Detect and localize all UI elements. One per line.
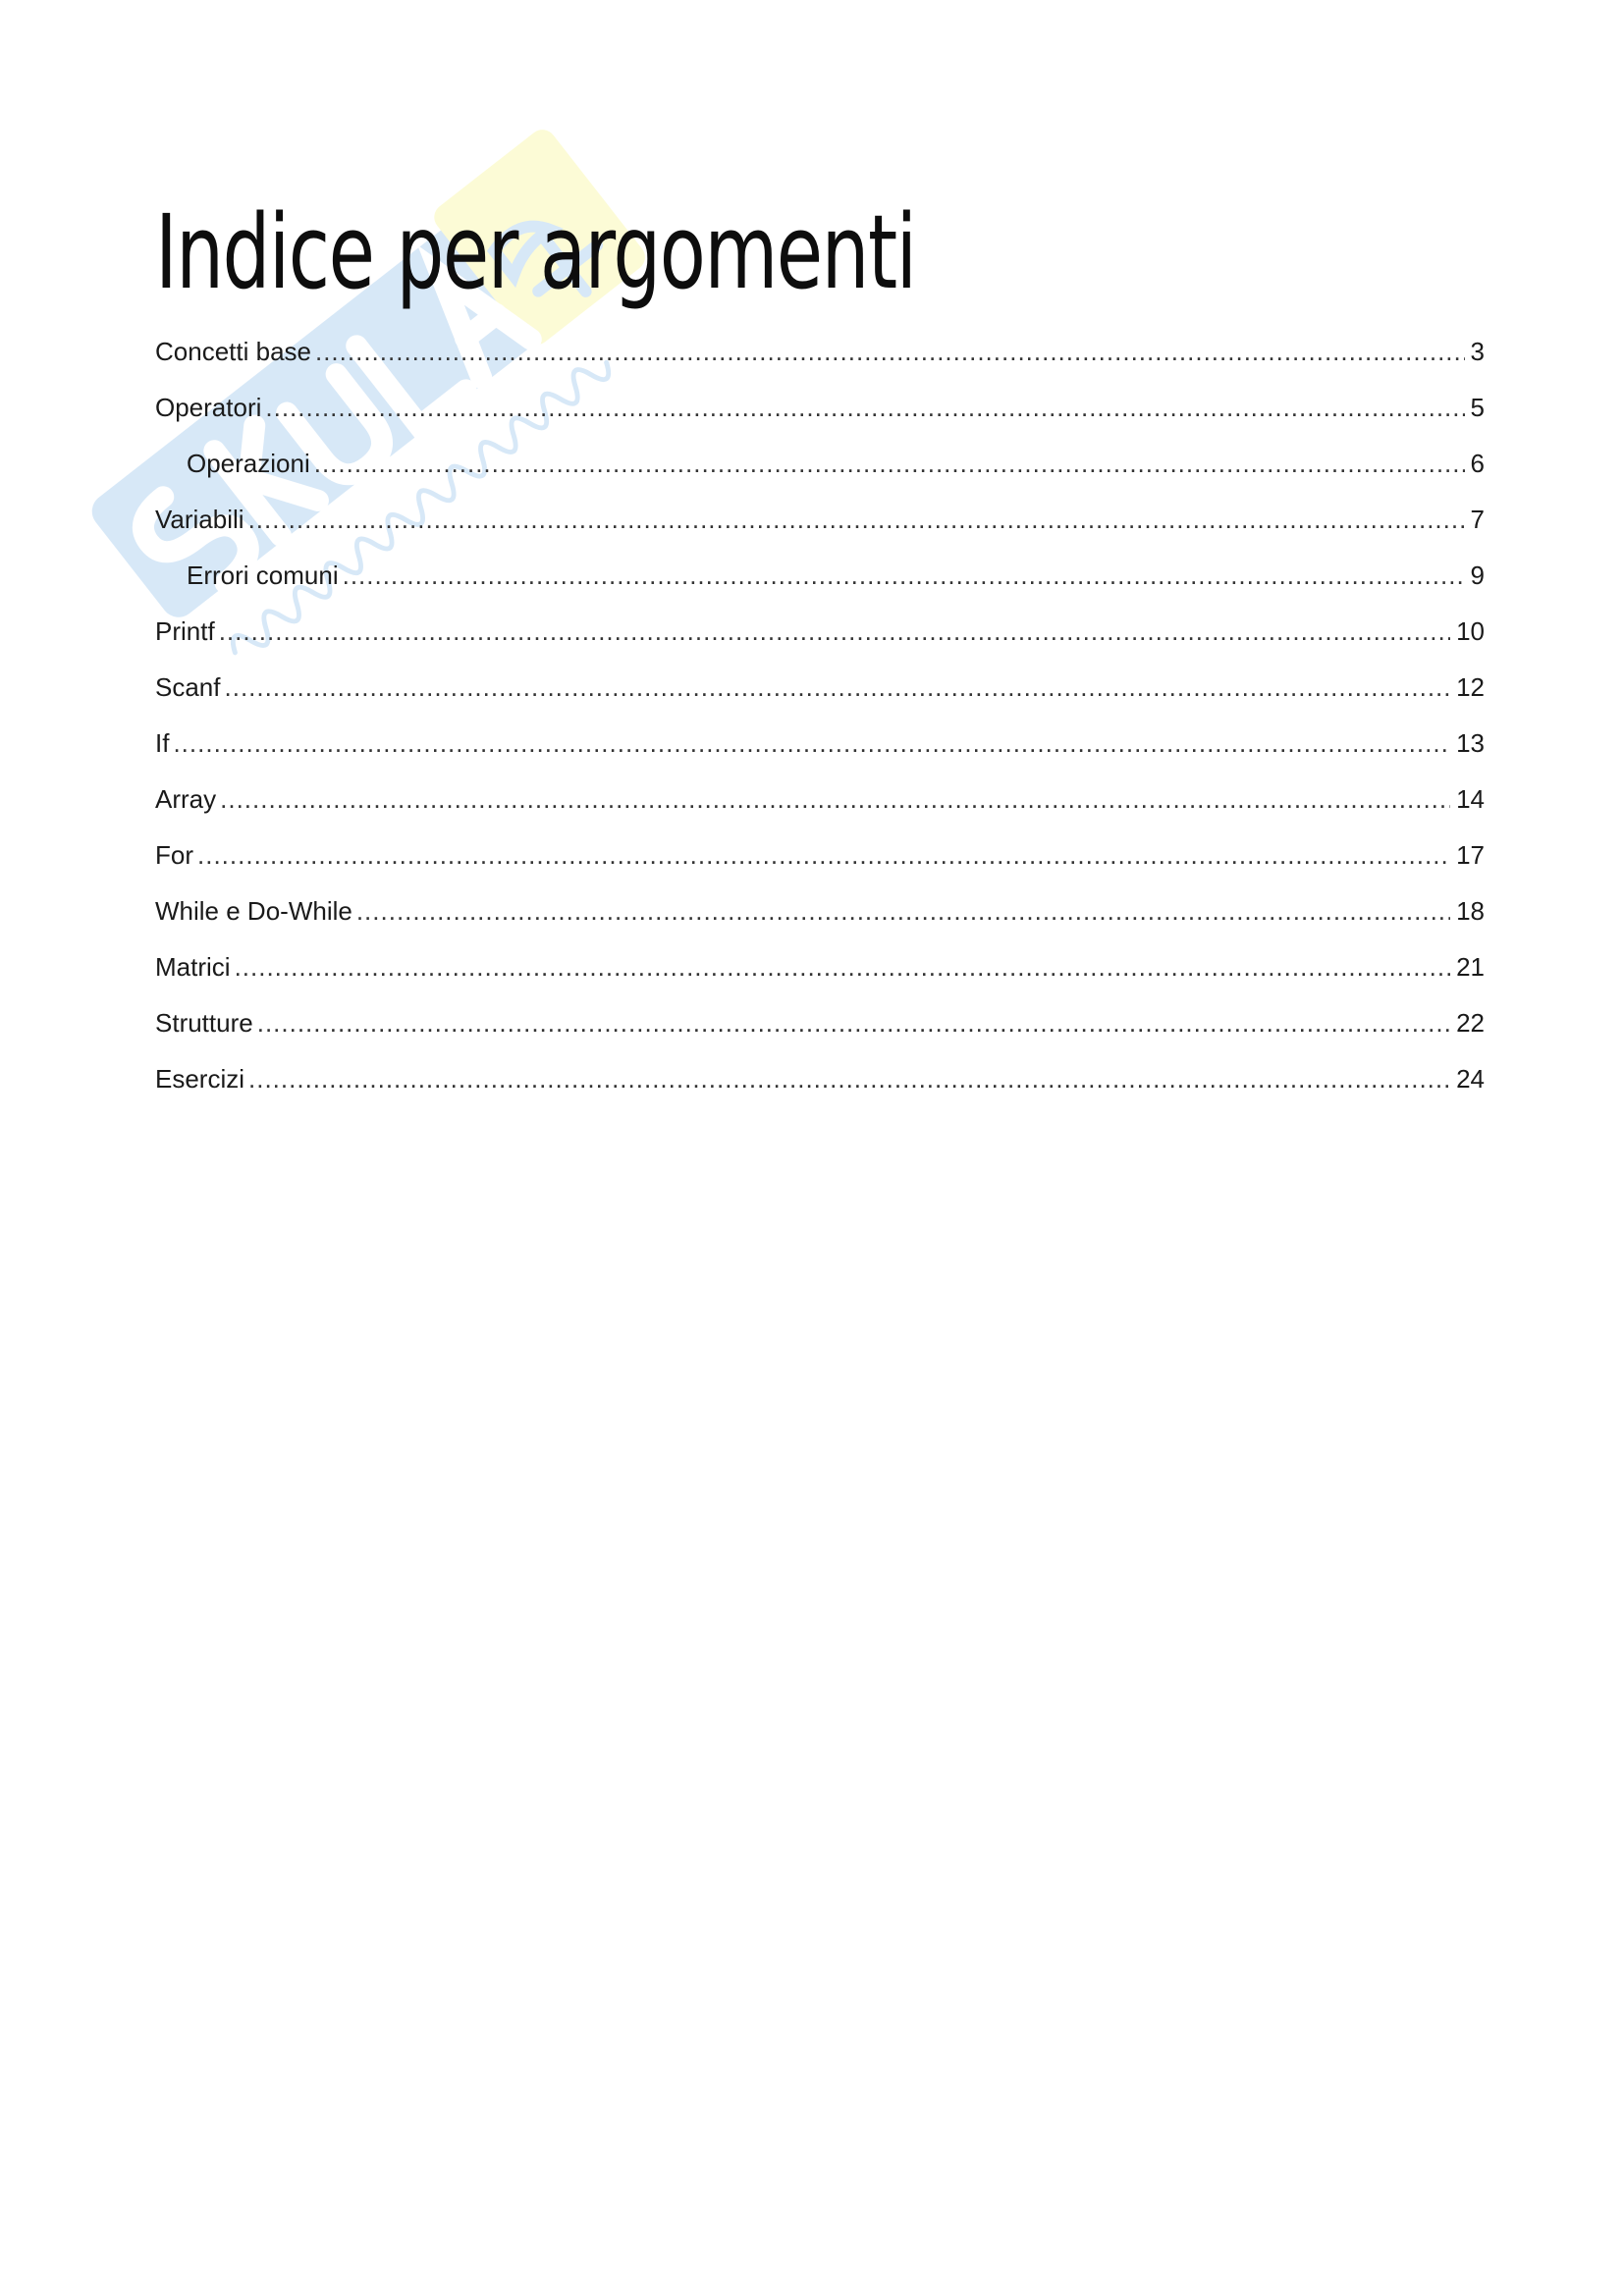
- toc-entry-page: 21: [1456, 952, 1485, 982]
- toc-dot-leader: [197, 828, 1450, 883]
- toc-entry-label: Esercizi: [155, 1064, 245, 1094]
- toc-entry-page: 3: [1470, 337, 1485, 366]
- page-title: Indice per argomenti: [155, 192, 916, 312]
- toc-entry[interactable]: [155, 828, 1485, 883]
- toc-dot-leader: [315, 324, 1465, 380]
- toc-entry-label: Matrici: [155, 952, 231, 982]
- toc-entry-page: 6: [1470, 449, 1485, 478]
- toc-entry-label: Strutture: [155, 1008, 253, 1038]
- toc-dot-leader: [257, 995, 1450, 1051]
- toc-entry-label: Printf: [155, 616, 215, 646]
- toc-entry[interactable]: [155, 772, 1485, 828]
- toc-entry-page: 18: [1456, 896, 1485, 926]
- toc-subentry[interactable]: [155, 436, 1485, 492]
- toc-dot-leader: [248, 492, 1465, 548]
- toc-entry-label: Scanf: [155, 672, 221, 702]
- toc-dot-leader: [314, 436, 1465, 492]
- toc-entry[interactable]: [155, 716, 1485, 772]
- toc-entry-page: 12: [1456, 672, 1485, 702]
- toc-dot-leader: [219, 604, 1450, 660]
- toc-entry[interactable]: [155, 660, 1485, 716]
- toc-dot-leader: [220, 772, 1450, 828]
- toc-dot-leader: [343, 548, 1465, 604]
- toc-entry[interactable]: [155, 1051, 1485, 1107]
- toc-entry-page: 9: [1470, 561, 1485, 590]
- toc-entry-page: 5: [1470, 393, 1485, 422]
- toc-entry-page: 22: [1456, 1008, 1485, 1038]
- toc-entry-label: Array: [155, 784, 217, 814]
- toc-entry[interactable]: [155, 995, 1485, 1051]
- toc-entry-label: Variabili: [155, 505, 244, 534]
- toc-subentry[interactable]: [155, 548, 1485, 604]
- toc-entry-label: If: [155, 728, 170, 758]
- toc-entry[interactable]: [155, 324, 1485, 380]
- toc-dot-leader: [173, 716, 1450, 772]
- toc-entry[interactable]: [155, 492, 1485, 548]
- toc-entry-label: While e Do-While: [155, 896, 352, 926]
- toc-entry-page: 14: [1456, 784, 1485, 814]
- toc-entry[interactable]: [155, 883, 1485, 939]
- toc-entry-page: 17: [1456, 840, 1485, 870]
- toc-dot-leader: [248, 1051, 1450, 1107]
- toc-entry-label: Operatori: [155, 393, 262, 422]
- toc-entry[interactable]: [155, 604, 1485, 660]
- toc-entry-label: Errori comuni: [187, 561, 339, 590]
- toc-entry-label: Concetti base: [155, 337, 311, 366]
- toc-entry-page: 13: [1456, 728, 1485, 758]
- toc-entry-label: For: [155, 840, 193, 870]
- toc-entry-page: 7: [1470, 505, 1485, 534]
- toc-dot-leader: [265, 380, 1464, 436]
- toc-entry-page: 10: [1456, 616, 1485, 646]
- toc-dot-leader: [225, 660, 1451, 716]
- toc-dot-leader: [235, 939, 1451, 995]
- toc-entry-label: Operazioni: [187, 449, 310, 478]
- toc-entry-page: 24: [1456, 1064, 1485, 1094]
- table-of-contents: [155, 324, 1485, 1107]
- toc-entry[interactable]: [155, 380, 1485, 436]
- toc-entry[interactable]: [155, 939, 1485, 995]
- toc-dot-leader: [356, 883, 1450, 939]
